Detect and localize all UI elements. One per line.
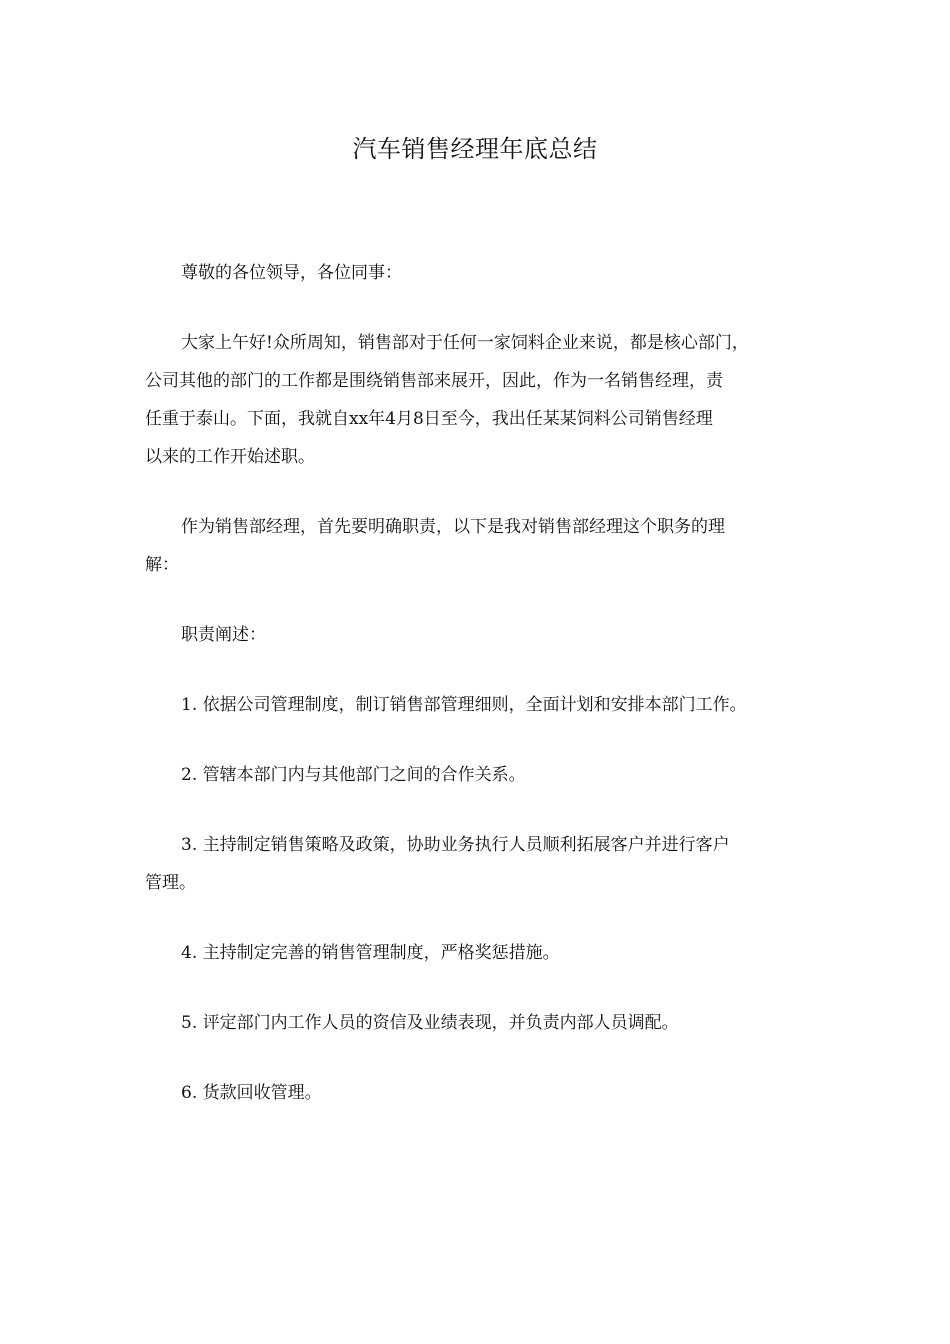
greeting-paragraph: 尊敬的各位领导，各位同事：: [181, 263, 402, 283]
intro-line-3: 任重于泰山。下面，我就自xx年4月8日至今，我出任某某饲料公司销售经理: [145, 409, 713, 429]
intro-line-2: 公司其他的部门的工作都是围绕销售部来展开，因此，作为一名销售经理，责: [145, 371, 723, 391]
intro-paragraph: [145, 324, 810, 476]
duty-3-line-2: 管理。: [145, 873, 196, 893]
duty-item-4: 4. 主持制定完善的销售管理制度，严格奖惩措施。: [181, 943, 560, 963]
duties-heading: 职责阐述：: [181, 625, 266, 645]
duty-item-6: 6. 货款回收管理。: [181, 1083, 322, 1103]
duty-item-5: 5. 评定部门内工作人员的资信及业绩表现，并负责内部人员调配。: [181, 1013, 679, 1033]
duty-3-line-1: 3. 主持制定销售策略及政策，协助业务执行人员顺利拓展客户并进行客户: [181, 835, 730, 855]
intro-line-1: 大家上午好!众所周知，销售部对于任何一家饲料企业来说，都是核心部门，: [181, 333, 749, 353]
intro-line-4: 以来的工作开始述职。: [145, 447, 315, 467]
role-line-2: 解：: [145, 555, 179, 575]
document-title: 汽车销售经理年底总结: [352, 135, 598, 163]
duty-item-2: 2. 管辖本部门内与其他部门之间的合作关系。: [181, 765, 526, 785]
role-line-1: 作为销售部经理，首先要明确职责，以下是我对销售部经理这个职务的理: [181, 517, 725, 537]
role-paragraph: [145, 508, 810, 584]
duty-item-3: [145, 826, 810, 902]
duty-item-1: 1. 依据公司管理制度，制订销售部管理细则，全面计划和安排本部门工作。: [181, 695, 747, 715]
document-body: [145, 254, 810, 1144]
